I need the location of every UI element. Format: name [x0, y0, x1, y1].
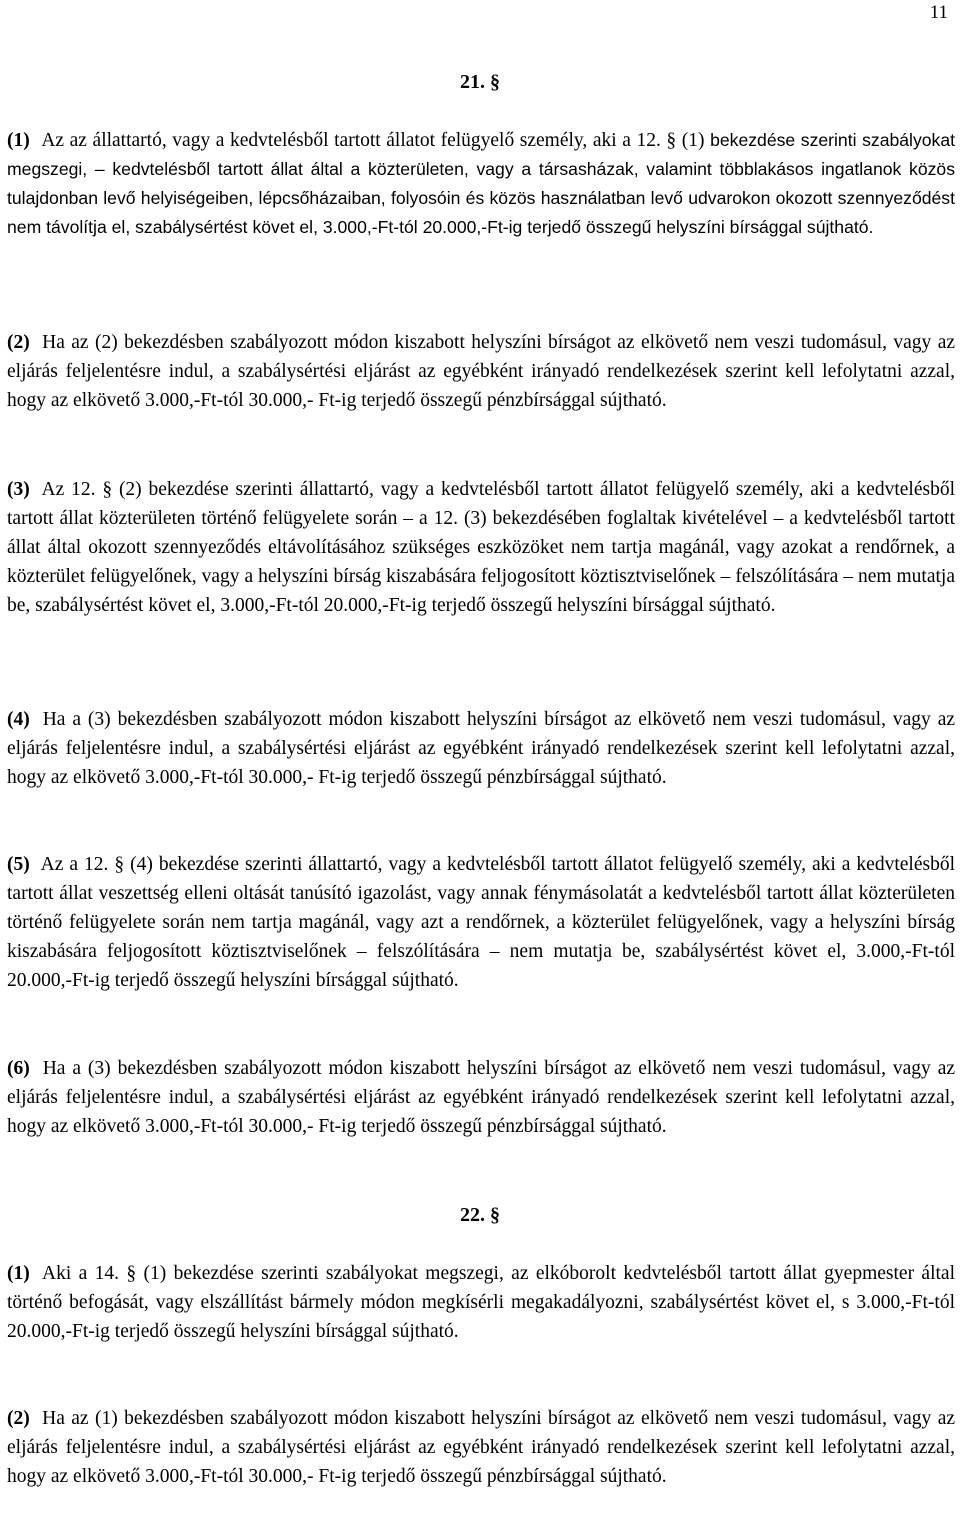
paragraph-number: (4) [7, 709, 30, 730]
paragraph-text: bekezdése szerinti szabályokat megszegi, – kedvtelésből tartott állat által a közterületen, vagy a társasházak, valamint többlakásos ingatlanok közös tulajdonban levő helyiségeiben, lépcsőházaiban, folyosóin és közös használatban levő udvarokon okozott szennyeződést nem távolítja el, szabálysértést követ el, 3.000,-Ft-tól 20.000,-Ft-ig terjedő összegű helyszíni bírsággal sújtható. [7, 130, 956, 237]
paragraph-number: (5) [7, 854, 30, 875]
section-heading-21: 21. § [460, 71, 500, 93]
paragraph-text: Ha az (2) bekezdésben szabályozott módon kiszabott helyszíni bírságot az elkövető nem veszi tudomásul, vagy az eljárás feljelentésre indul, a szabálysértési eljárást az egyébként irányadó rendelkezések szerint kell lefolytatni azzal, hogy az elkövető 3.000,-Ft-tól 30.000,- Ft-ig terjedő összegű pénzbírsággal sújtható. [7, 332, 955, 411]
paragraph-text: Az 12. § (2) bekezdése szerinti állattartó, vagy a kedvtelésből tartott állatot felügyelő személy, aki a kedvtelésből tartott állat közterületen történő felügyelete során – a 12. (3) bekezdésében foglaltak kivételével – a kedvtelésből tartott állat által okozott szennyeződés eltávolításához szükséges eszközöket nem tartja magánál, vagy azokat a rendőrnek, a közterület felügyelőnek, vagy a helyszíni bírság kiszabására feljogosított köztisztviselőnek – felszólítására – nem mutatja be, szabálysértést követ el, 3.000,-Ft-tól 20.000,-Ft-ig terjedő összegű helyszíni bírsággal sújtható. [7, 479, 955, 616]
paragraph-text: Aki a 14. § (1) bekezdése szerinti szabályokat megszegi, az elkóborolt kedvtelésből tartott állat gyepmester által történő befogását, vagy elszállítást bármely módon megkísérli megakadályozni, szabálysértést követ el, s 3.000,-Ft-tól 20.000,-Ft-ig terjedő összegű helyszíni bírsággal sújtható. [7, 1263, 955, 1342]
paragraph-number: (1) [7, 1263, 30, 1284]
paragraph-21-5 [7, 850, 955, 995]
section-heading-22: 22. § [460, 1204, 500, 1226]
paragraph-21-6 [7, 1054, 955, 1141]
paragraph-21-4 [7, 705, 955, 792]
paragraph-text: Ha az (1) bekezdésben szabályozott módon kiszabott helyszíni bírságot az elkövető nem veszi tudomásul, vagy az eljárás feljelentésre indul, a szabálysértési eljárást az egyébként irányadó rendelkezések szerint kell lefolytatni azzal, hogy az elkövető 3.000,-Ft-tól 30.000,- Ft-ig terjedő összegű pénzbírsággal sújtható. [7, 1408, 955, 1487]
paragraph-number: (3) [7, 479, 30, 500]
page-number: 11 [929, 2, 948, 23]
paragraph-21-2 [7, 328, 955, 415]
paragraph-21-1 [7, 126, 955, 242]
paragraph-22-1 [7, 1259, 955, 1346]
paragraph-text: Ha a (3) bekezdésben szabályozott módon kiszabott helyszíni bírságot az elkövető nem veszi tudomásul, vagy az eljárás feljelentésre indul, a szabálysértési eljárást az egyébként irányadó rendelkezések szerint kell lefolytatni azzal, hogy az elkövető 3.000,-Ft-tól 30.000,- Ft-ig terjedő összegű pénzbírsággal sújtható. [7, 1058, 956, 1137]
paragraph-number: (6) [7, 1058, 30, 1079]
paragraph-text: Az a 12. § (4) bekezdése szerinti állattartó, vagy a kedvtelésből tartott állatot felügyelő személy, aki a kedvtelésből tartott állat veszettség elleni oltását tanúsító igazolást, vagy annak fénymásolatát a kedvtelésből tartott állat közterületen történő felügyelete során nem tartja magánál, vagy azt a rendőrnek, a közterület felügyelőnek, vagy a helyszíni bírság kiszabására feljogosított köztisztviselőnek – felszólítására – nem mutatja be, szabálysértést követ el, 3.000,-Ft-tól 20.000,-Ft-ig terjedő összegű helyszíni bírsággal sújtható. [7, 854, 955, 991]
paragraph-lead-text: Az az állattartó, vagy a kedvtelésből tartott állatot felügyelő személy, aki a 12. § (1) [41, 130, 705, 151]
paragraph-21-3 [7, 475, 955, 620]
paragraph-22-2 [7, 1404, 955, 1491]
paragraph-number: (1) [7, 130, 30, 151]
paragraph-text: Ha a (3) bekezdésben szabályozott módon kiszabott helyszíni bírságot az elkövető nem veszi tudomásul, vagy az eljárás feljelentésre indul, a szabálysértési eljárást az egyébként irányadó rendelkezések szerint kell lefolytatni azzal, hogy az elkövető 3.000,-Ft-tól 30.000,- Ft-ig terjedő összegű pénzbírsággal sújtható. [7, 709, 956, 788]
paragraph-number: (2) [7, 1408, 30, 1429]
paragraph-number: (2) [7, 332, 30, 353]
